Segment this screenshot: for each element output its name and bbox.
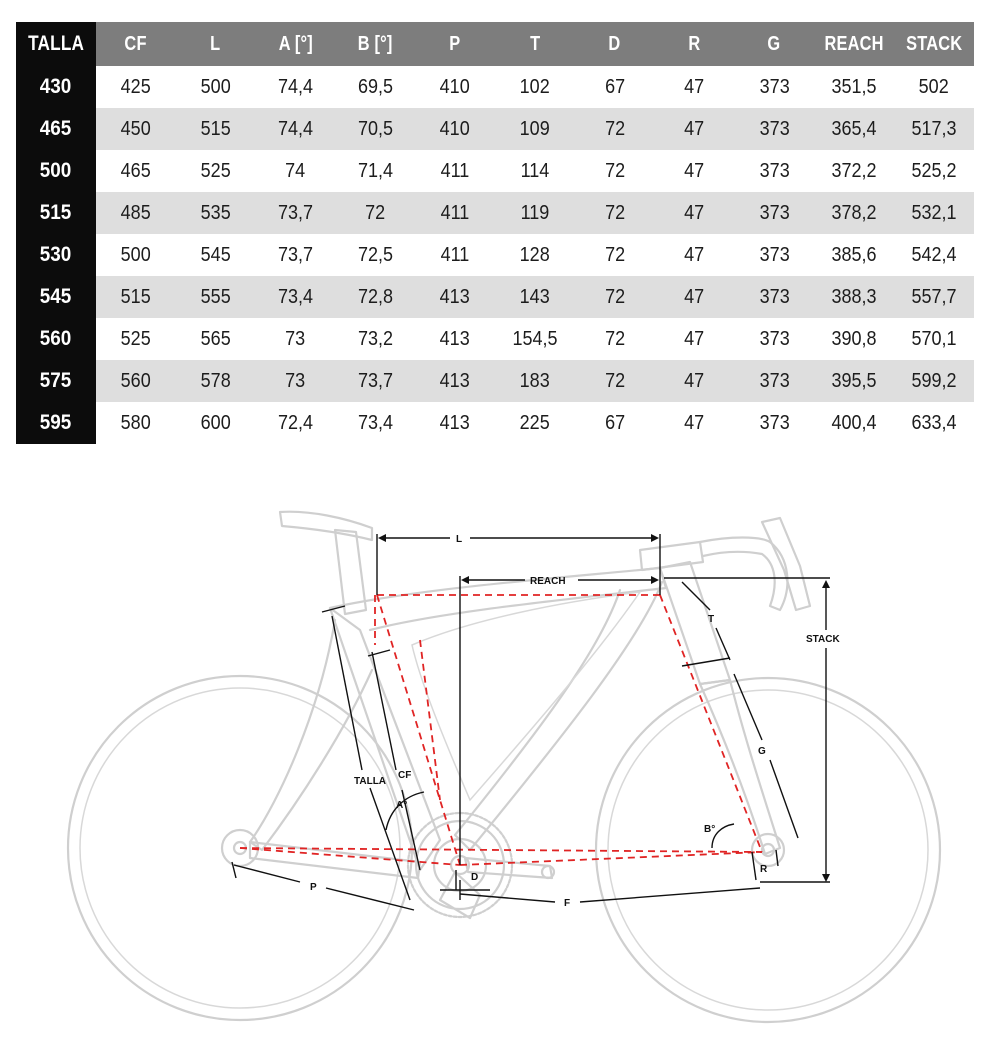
cell-value: 373 bbox=[759, 117, 790, 140]
label-stack: STACK bbox=[806, 634, 840, 645]
cell-value: 67 bbox=[604, 411, 625, 434]
table-header-row bbox=[16, 22, 974, 66]
cell-value: 395,5 bbox=[831, 369, 877, 392]
cell-value: 47 bbox=[684, 201, 705, 224]
cell-value: 72 bbox=[604, 369, 625, 392]
value-cell bbox=[734, 66, 814, 108]
table-row bbox=[16, 276, 974, 318]
table-row bbox=[16, 360, 974, 402]
label-d: D bbox=[471, 872, 479, 883]
cell-value: 373 bbox=[759, 201, 790, 224]
value-cell bbox=[176, 108, 256, 150]
cell-value: 373 bbox=[759, 243, 790, 266]
cell-value: 47 bbox=[684, 285, 705, 308]
value-cell bbox=[814, 360, 894, 402]
value-cell bbox=[415, 66, 495, 108]
cell-value: 425 bbox=[120, 75, 151, 98]
label-a: A° bbox=[396, 800, 408, 811]
cell-value: 67 bbox=[604, 75, 625, 98]
column-header-label: TALLA bbox=[27, 32, 84, 55]
value-cell bbox=[814, 108, 894, 150]
value-cell bbox=[415, 192, 495, 234]
table-row bbox=[16, 318, 974, 360]
label-r: R bbox=[760, 864, 768, 875]
cell-value: 74,4 bbox=[277, 75, 313, 98]
column-header-label: D bbox=[608, 32, 621, 55]
value-cell bbox=[96, 234, 176, 276]
value-cell bbox=[734, 234, 814, 276]
value-cell bbox=[655, 360, 735, 402]
value-cell bbox=[335, 192, 415, 234]
value-cell bbox=[575, 108, 655, 150]
label-f: F bbox=[564, 898, 571, 909]
label-p: P bbox=[310, 882, 317, 893]
label-b: B° bbox=[704, 824, 716, 835]
value-cell bbox=[335, 318, 415, 360]
value-cell bbox=[814, 234, 894, 276]
value-cell bbox=[96, 150, 176, 192]
value-cell bbox=[575, 360, 655, 402]
cell-value: 465 bbox=[120, 159, 151, 182]
cell-value: 545 bbox=[40, 285, 72, 308]
column-header-label: G bbox=[767, 32, 781, 55]
cell-value: 575 bbox=[40, 369, 72, 392]
cell-value: 183 bbox=[519, 369, 550, 392]
value-cell bbox=[96, 66, 176, 108]
value-cell bbox=[335, 402, 415, 444]
value-cell bbox=[495, 150, 575, 192]
value-cell bbox=[255, 234, 335, 276]
value-cell bbox=[255, 402, 335, 444]
value-cell bbox=[894, 276, 974, 318]
cell-value: 502 bbox=[919, 75, 950, 98]
cell-value: 410 bbox=[440, 117, 471, 140]
cell-value: 114 bbox=[520, 159, 550, 182]
cell-value: 372,2 bbox=[831, 159, 877, 182]
cell-value: 633,4 bbox=[911, 411, 957, 434]
cell-value: 530 bbox=[40, 243, 72, 266]
cell-value: 517,3 bbox=[911, 117, 957, 140]
cell-value: 128 bbox=[519, 243, 550, 266]
value-cell bbox=[335, 108, 415, 150]
value-cell bbox=[894, 192, 974, 234]
cell-value: 557,7 bbox=[911, 285, 957, 308]
cell-value: 532,1 bbox=[911, 201, 957, 224]
value-cell bbox=[415, 150, 495, 192]
value-cell bbox=[415, 360, 495, 402]
column-header-label: CF bbox=[124, 32, 147, 55]
column-header bbox=[894, 22, 974, 66]
cell-value: 500 bbox=[40, 159, 72, 182]
cell-value: 74,4 bbox=[277, 117, 313, 140]
value-cell bbox=[894, 234, 974, 276]
column-header-label: P bbox=[449, 32, 461, 55]
cell-value: 500 bbox=[120, 243, 151, 266]
label-g: G bbox=[758, 746, 766, 757]
value-cell bbox=[176, 150, 256, 192]
cell-value: 73,7 bbox=[357, 369, 393, 392]
column-header bbox=[655, 22, 735, 66]
value-cell bbox=[814, 318, 894, 360]
column-header bbox=[176, 22, 256, 66]
cell-value: 72 bbox=[604, 201, 625, 224]
cell-value: 225 bbox=[519, 411, 550, 434]
value-cell bbox=[575, 234, 655, 276]
value-cell bbox=[96, 318, 176, 360]
cell-value: 143 bbox=[519, 285, 550, 308]
cell-value: 72,8 bbox=[357, 285, 393, 308]
cell-value: 535 bbox=[200, 201, 231, 224]
value-cell bbox=[894, 360, 974, 402]
cell-value: 73,4 bbox=[357, 411, 393, 434]
value-cell bbox=[255, 150, 335, 192]
table-row bbox=[16, 66, 974, 108]
cell-value: 373 bbox=[759, 75, 790, 98]
value-cell bbox=[575, 66, 655, 108]
cell-value: 542,4 bbox=[911, 243, 957, 266]
label-cf: CF bbox=[398, 770, 412, 781]
value-cell bbox=[655, 276, 735, 318]
value-cell bbox=[335, 66, 415, 108]
cell-value: 73,7 bbox=[277, 243, 313, 266]
bike-geometry-diagram bbox=[0, 470, 990, 1064]
cell-value: 119 bbox=[520, 201, 550, 224]
cell-value: 373 bbox=[759, 411, 790, 434]
geometry-table bbox=[16, 22, 974, 444]
value-cell bbox=[655, 150, 735, 192]
cell-value: 570,1 bbox=[911, 327, 957, 350]
value-cell bbox=[655, 66, 735, 108]
table-body bbox=[16, 66, 974, 444]
value-cell bbox=[814, 276, 894, 318]
cell-value: 560 bbox=[40, 327, 72, 350]
cell-value: 378,2 bbox=[831, 201, 877, 224]
column-header bbox=[96, 22, 176, 66]
cell-value: 47 bbox=[684, 327, 705, 350]
value-cell bbox=[575, 276, 655, 318]
value-cell bbox=[734, 360, 814, 402]
value-cell bbox=[96, 276, 176, 318]
value-cell bbox=[814, 150, 894, 192]
value-cell bbox=[176, 318, 256, 360]
value-cell bbox=[894, 150, 974, 192]
value-cell bbox=[495, 66, 575, 108]
value-cell bbox=[415, 276, 495, 318]
value-cell bbox=[734, 318, 814, 360]
value-cell bbox=[655, 192, 735, 234]
value-cell bbox=[495, 402, 575, 444]
cell-value: 390,8 bbox=[831, 327, 877, 350]
cell-value: 578 bbox=[200, 369, 231, 392]
value-cell bbox=[255, 108, 335, 150]
size-cell bbox=[16, 66, 96, 108]
value-cell bbox=[96, 402, 176, 444]
size-cell bbox=[16, 192, 96, 234]
size-cell bbox=[16, 402, 96, 444]
value-cell bbox=[96, 360, 176, 402]
cell-value: 595 bbox=[40, 411, 72, 434]
cell-value: 385,6 bbox=[831, 243, 877, 266]
cell-value: 72 bbox=[604, 117, 625, 140]
column-header bbox=[495, 22, 575, 66]
value-cell bbox=[255, 318, 335, 360]
value-cell bbox=[655, 234, 735, 276]
cell-value: 525 bbox=[200, 159, 231, 182]
cell-value: 413 bbox=[440, 327, 471, 350]
cell-value: 73,7 bbox=[277, 201, 313, 224]
cell-value: 73,2 bbox=[357, 327, 393, 350]
column-header bbox=[734, 22, 814, 66]
value-cell bbox=[495, 360, 575, 402]
column-header bbox=[335, 22, 415, 66]
cell-value: 599,2 bbox=[911, 369, 957, 392]
value-cell bbox=[894, 66, 974, 108]
value-cell bbox=[575, 192, 655, 234]
cell-value: 109 bbox=[519, 117, 550, 140]
value-cell bbox=[575, 150, 655, 192]
column-header-label: A [°] bbox=[278, 32, 313, 55]
cell-value: 73 bbox=[285, 369, 306, 392]
cell-value: 600 bbox=[200, 411, 231, 434]
cell-value: 450 bbox=[120, 117, 151, 140]
cell-value: 47 bbox=[684, 243, 705, 266]
label-t: T bbox=[708, 614, 715, 625]
value-cell bbox=[495, 108, 575, 150]
column-header-label: REACH bbox=[824, 32, 884, 55]
value-cell bbox=[176, 276, 256, 318]
cell-value: 351,5 bbox=[831, 75, 877, 98]
value-cell bbox=[335, 150, 415, 192]
cell-value: 525 bbox=[120, 327, 151, 350]
table-row bbox=[16, 234, 974, 276]
cell-value: 515 bbox=[40, 201, 72, 224]
cell-value: 411 bbox=[440, 159, 470, 182]
cell-value: 72 bbox=[604, 285, 625, 308]
cell-value: 102 bbox=[519, 75, 550, 98]
value-cell bbox=[176, 360, 256, 402]
cell-value: 73,4 bbox=[277, 285, 313, 308]
cell-value: 410 bbox=[440, 75, 471, 98]
cell-value: 413 bbox=[440, 411, 471, 434]
cell-value: 413 bbox=[440, 285, 471, 308]
value-cell bbox=[814, 66, 894, 108]
value-cell bbox=[255, 360, 335, 402]
column-header-label: B [°] bbox=[357, 32, 393, 55]
cell-value: 580 bbox=[120, 411, 151, 434]
column-header bbox=[415, 22, 495, 66]
table-row bbox=[16, 192, 974, 234]
cell-value: 525,2 bbox=[911, 159, 957, 182]
value-cell bbox=[655, 108, 735, 150]
value-cell bbox=[734, 276, 814, 318]
value-cell bbox=[255, 276, 335, 318]
cell-value: 373 bbox=[759, 327, 790, 350]
cell-value: 545 bbox=[200, 243, 231, 266]
value-cell bbox=[575, 318, 655, 360]
cell-value: 72 bbox=[604, 327, 625, 350]
value-cell bbox=[575, 402, 655, 444]
column-header-label: STACK bbox=[906, 32, 963, 55]
size-cell bbox=[16, 318, 96, 360]
cell-value: 73 bbox=[285, 327, 306, 350]
label-l: L bbox=[456, 534, 463, 545]
value-cell bbox=[176, 66, 256, 108]
cell-value: 365,4 bbox=[831, 117, 877, 140]
cell-value: 430 bbox=[40, 75, 72, 98]
column-header-label: T bbox=[529, 32, 540, 55]
cell-value: 413 bbox=[440, 369, 471, 392]
value-cell bbox=[814, 402, 894, 444]
cell-value: 47 bbox=[684, 369, 705, 392]
cell-value: 72 bbox=[604, 243, 625, 266]
value-cell bbox=[495, 276, 575, 318]
cell-value: 47 bbox=[684, 159, 705, 182]
table-row bbox=[16, 108, 974, 150]
value-cell bbox=[335, 360, 415, 402]
value-cell bbox=[176, 402, 256, 444]
value-cell bbox=[415, 318, 495, 360]
cell-value: 500 bbox=[200, 75, 231, 98]
value-cell bbox=[96, 108, 176, 150]
value-cell bbox=[655, 318, 735, 360]
value-cell bbox=[655, 402, 735, 444]
value-cell bbox=[894, 108, 974, 150]
value-cell bbox=[495, 192, 575, 234]
value-cell bbox=[734, 150, 814, 192]
column-header bbox=[255, 22, 335, 66]
crankset bbox=[408, 813, 554, 918]
cell-value: 72 bbox=[365, 201, 386, 224]
size-cell bbox=[16, 108, 96, 150]
cell-value: 74 bbox=[285, 159, 306, 182]
cell-value: 47 bbox=[684, 411, 705, 434]
value-cell bbox=[335, 276, 415, 318]
size-cell bbox=[16, 276, 96, 318]
value-cell bbox=[176, 192, 256, 234]
cell-value: 515 bbox=[200, 117, 231, 140]
value-cell bbox=[255, 66, 335, 108]
front-wheel bbox=[596, 678, 940, 1022]
column-header-label: R bbox=[688, 32, 701, 55]
value-cell bbox=[415, 234, 495, 276]
cell-value: 485 bbox=[120, 201, 151, 224]
cell-value: 69,5 bbox=[357, 75, 393, 98]
column-header bbox=[814, 22, 894, 66]
cell-value: 154,5 bbox=[512, 327, 558, 350]
value-cell bbox=[814, 192, 894, 234]
value-cell bbox=[335, 234, 415, 276]
label-reach: REACH bbox=[530, 576, 566, 587]
value-cell bbox=[894, 402, 974, 444]
table-row bbox=[16, 402, 974, 444]
value-cell bbox=[176, 234, 256, 276]
cell-value: 373 bbox=[759, 159, 790, 182]
label-talla: TALLA bbox=[354, 776, 387, 787]
cell-value: 47 bbox=[684, 75, 705, 98]
cell-value: 47 bbox=[684, 117, 705, 140]
value-cell bbox=[96, 192, 176, 234]
column-header bbox=[16, 22, 96, 66]
value-cell bbox=[734, 108, 814, 150]
cell-value: 465 bbox=[40, 117, 72, 140]
cell-value: 70,5 bbox=[357, 117, 393, 140]
value-cell bbox=[255, 192, 335, 234]
cell-value: 72,5 bbox=[357, 243, 393, 266]
value-cell bbox=[734, 192, 814, 234]
cell-value: 388,3 bbox=[831, 285, 877, 308]
cell-value: 72 bbox=[604, 159, 625, 182]
value-cell bbox=[495, 318, 575, 360]
value-cell bbox=[415, 402, 495, 444]
cell-value: 565 bbox=[200, 327, 231, 350]
cell-value: 400,4 bbox=[831, 411, 877, 434]
cell-value: 71,4 bbox=[357, 159, 393, 182]
cell-value: 411 bbox=[440, 243, 470, 266]
cell-value: 555 bbox=[200, 285, 231, 308]
value-cell bbox=[415, 108, 495, 150]
size-cell bbox=[16, 150, 96, 192]
value-cell bbox=[734, 402, 814, 444]
value-cell bbox=[894, 318, 974, 360]
cell-value: 515 bbox=[120, 285, 151, 308]
column-header-label: L bbox=[210, 32, 221, 55]
size-cell bbox=[16, 234, 96, 276]
cell-value: 373 bbox=[759, 285, 790, 308]
table-row bbox=[16, 150, 974, 192]
size-cell bbox=[16, 360, 96, 402]
column-header bbox=[575, 22, 655, 66]
cell-value: 560 bbox=[120, 369, 151, 392]
cell-value: 411 bbox=[440, 201, 470, 224]
cell-value: 72,4 bbox=[277, 411, 313, 434]
value-cell bbox=[495, 234, 575, 276]
cell-value: 373 bbox=[759, 369, 790, 392]
